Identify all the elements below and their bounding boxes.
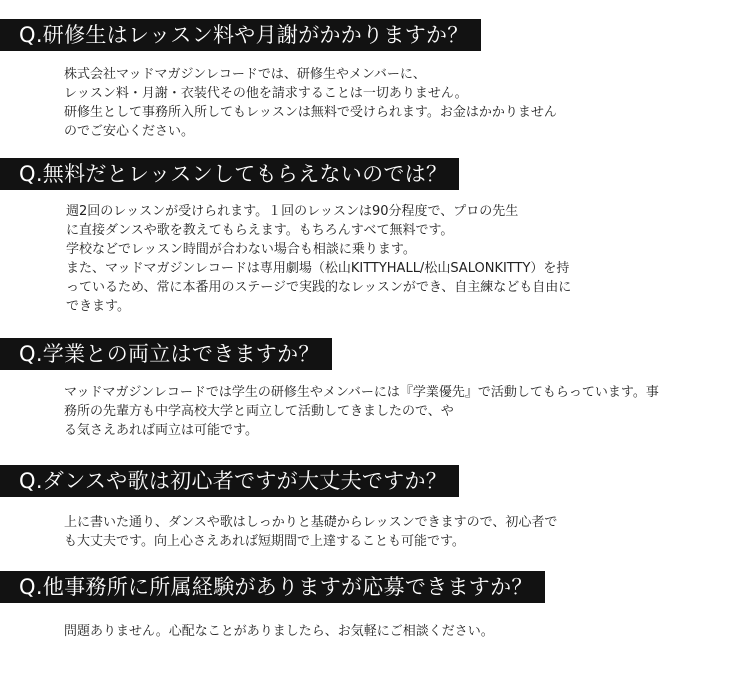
answer-line: また、マッドマガジンレコードは専用劇場（松山KITTYHALL/松山SALONKITTY）を持 xyxy=(66,261,570,276)
question-heading: Q.ダンスや歌は初心者ですが大丈夫ですか？ xyxy=(0,465,459,497)
answer-line: 株式会社マッドマガジンレコードでは、研修生やメンバーに、 xyxy=(64,67,426,82)
answer-line: っているため、常に本番用のステージで実践的なレッスンができ、自主練なども自由に xyxy=(66,280,572,295)
faq-item-other-agency xyxy=(0,571,545,641)
faq-item-beginner xyxy=(0,465,557,551)
answer-text xyxy=(64,383,664,440)
answer-text xyxy=(64,622,545,641)
faq-item-free-lessons xyxy=(0,158,571,316)
answer-line: に直接ダンスや歌を教えてもらえます。もちろんすべて無料です。 xyxy=(66,223,454,238)
answer-line: 上に書いた通り、ダンスや歌はしっかりと基礎からレッスンできますので、初心者で xyxy=(64,515,558,530)
answer-line: レッスン料・月謝・衣装代その他を請求することは一切ありません。 xyxy=(64,86,468,101)
answer-text xyxy=(66,202,571,316)
answer-line: る気さえあれば両立は可能です。 xyxy=(64,423,258,438)
answer-line: も大丈夫です。向上心さえあれば短期間で上達することも可能です。 xyxy=(64,534,465,549)
question-heading: Q.研修生はレッスン料や月謝がかかりますか？ xyxy=(0,19,481,51)
faq-item-lesson-fee xyxy=(0,19,557,141)
answer-text xyxy=(64,65,557,141)
answer-line: できます。 xyxy=(66,299,130,314)
answer-line: マッドマガジンレコードでは学生の研修生やメンバーには『学業優先』で活動してもらっています。事務所の先輩方も中学高校大学と両立して活動してきましたので、や xyxy=(64,385,659,419)
question-heading: Q.学業との両立はできますか？ xyxy=(0,338,332,370)
answer-text xyxy=(64,513,557,551)
question-heading: Q.無料だとレッスンしてもらえないのでは？ xyxy=(0,158,459,190)
answer-line: 研修生として事務所入所してもレッスンは無料で受けられます。お金はかかりません xyxy=(64,105,557,120)
answer-line: 学校などでレッスン時間が合わない場合も相談に乗ります。 xyxy=(66,242,416,257)
answer-line: のでご安心ください。 xyxy=(64,124,195,139)
answer-line: 週2回のレッスンが受けられます。１回のレッスンは90分程度で、プロの先生 xyxy=(66,204,519,219)
answer-line: 問題ありません。心配なことがありましたら、お気軽にご相談ください。 xyxy=(64,624,494,639)
faq-item-school-balance xyxy=(0,338,664,440)
question-heading: Q.他事務所に所属経験がありますが応募できますか？ xyxy=(0,571,545,603)
